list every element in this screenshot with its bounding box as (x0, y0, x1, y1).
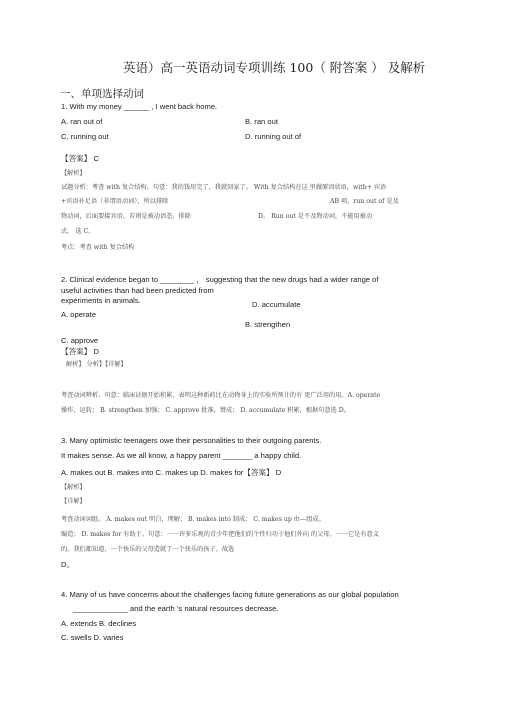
q1-stem: 1. With my money ______ , I went back home. (61, 102, 218, 111)
q3-explanation-line: 编造； D. makes for 有助于。句意：一一许多乐观的青少年把他们的个性归功于他们外向 的父母。一一它是有意义 (61, 531, 379, 538)
q1-explanation-line: 式。 选 C。 (61, 228, 95, 235)
q1-explanation-line: 试题分析：考查 with 复合结构，句意：我的钱用完了，我就回家了。 With 复合结构在这 里做原因状语，with+ 宾语 (61, 184, 387, 191)
q4-options-ab: A. extends B. declines (61, 619, 137, 628)
q1-option-d: D. running out of (245, 132, 302, 141)
q1-analysis-label: 【解析】 (61, 170, 86, 177)
q1-test-point: 考点：考查 with 复合结构 (61, 244, 135, 251)
q4-options-cd: C. swells D. varies (61, 633, 124, 642)
q2-answer: 【答案】 D (61, 347, 99, 356)
q3-analysis-label: 【解析】 (61, 484, 86, 491)
page-title: 英语）高一英语动词专项训练 100（ 附答案 ） 及解析 (123, 60, 426, 75)
q1-option-a: A. ran out of (61, 117, 103, 126)
q2-analysis-label: 解析】 分析】【详解】 (66, 361, 127, 368)
q1-explanation-line: AB 项，run out of 是及 (330, 198, 399, 205)
q3-options: A. makes out B. makes into C. makes up D. makes for【答案】 D (61, 468, 282, 477)
q2-stem: useful activities than had been predicted from (61, 286, 214, 295)
q3-explanation-line: 的。我们都知道，一个快乐的父母造就了一个快乐的孩子。故选 (61, 546, 235, 553)
q2-option-a: A. operate (61, 310, 97, 319)
q3-explanation-line: D。 (61, 560, 75, 569)
q4-stem: _____________ and the earth ’s natural resources decrease. (73, 604, 279, 613)
q3-detail-label: 【详解】 (61, 498, 86, 505)
q3-stem: It makes sense. As we all know, a happy parent _______ a happy child. (61, 451, 302, 460)
q2-option-b: B. strengthen (245, 320, 291, 329)
q2-stem: 2. Clinical evidence began to ________ ， suggesting that the new drugs had a wider range of (61, 275, 379, 284)
q3-stem: 3. Many optimistic teenagers owe their personalities to their outgoing parents. (61, 436, 322, 445)
q1-option-b: B. ran out (245, 117, 278, 126)
q2-option-d: D. accumulate (252, 300, 301, 309)
q1-explanation-line: D。 Run out 是不及物动词，不能用被动 (258, 213, 373, 220)
section-heading: 一、单项选择动词 (60, 88, 144, 100)
q2-option-c: C. approve (61, 336, 99, 345)
q2-explanation-line: 操作，运转； B. strengthen 加强； C. approve 批准，赞成； D. accumulate 积累，根据句意选 D。 (61, 407, 350, 414)
q1-explanation-line: 物动词，后面要接宾语，若则是被动语态，排除 (61, 213, 191, 220)
q2-explanation-line: 考查动词辨析。句意：临床证据开始积累，表明这种新药比在动物身上的实验所预计的有 更广泛用的用。A. operate (61, 392, 381, 399)
q1-option-c: C. running out (61, 132, 109, 141)
q1-answer: 【答案】 C (61, 154, 99, 163)
q2-stem: experiments in animals. (61, 296, 141, 305)
q4-stem: 4. Many of us have concerns about the challenges facing future generations as our global population (61, 590, 399, 599)
q3-explanation-line: 考查动词词组。 A. makes out 明白，理解； B. makes into 制成； C. makes up 由---组成。 (61, 516, 325, 523)
q1-explanation-line: +宾语补足语（非谓语动词），所以排除 (61, 198, 169, 205)
